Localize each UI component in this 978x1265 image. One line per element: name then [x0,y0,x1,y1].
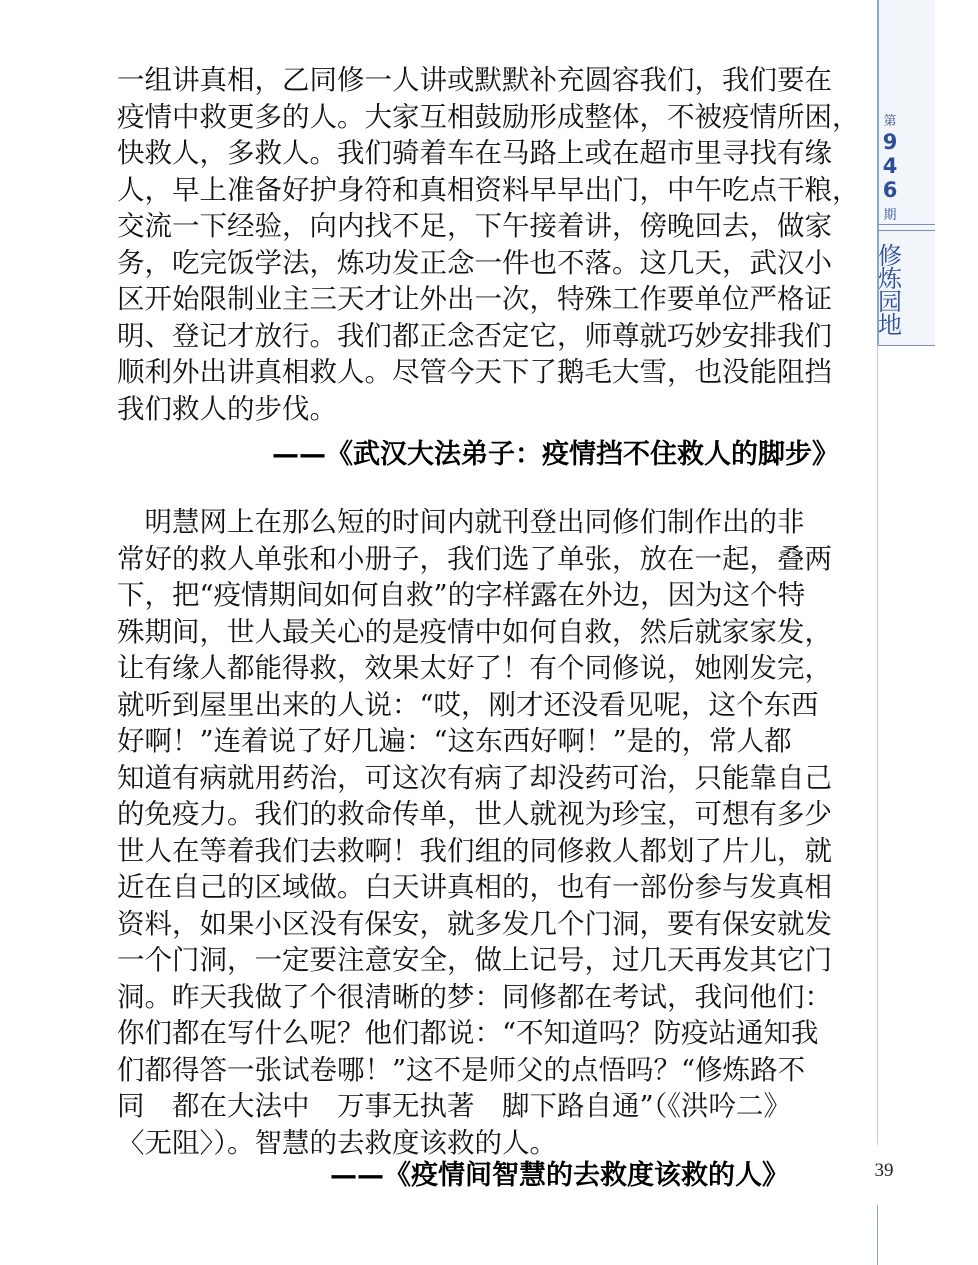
text-line: 快救人，多救人。我们骑着车在马路上或在超市里寻找有缘 [117,137,832,169]
text-line: 人，早上准备好护身符和真相资料早早出门，中午吃点干粮， [117,173,860,206]
column-title-char: 修 [878,242,902,270]
column-title-char: 园 [878,288,902,316]
text-line: 疫情中救更多的人。大家互相鼓励形成整体，不被疫情所困， [117,100,860,133]
column-divider [878,345,935,346]
text-line: 近在自己的区域做。白天讲真相的，也有一部份参与发真相 [117,871,832,903]
text-line: 好啊！”连着说了好几遍：“这东西好啊！”是的，常人都 [117,725,792,757]
issue-prefix: 第 [883,114,897,129]
text-line: 资料，如果小区没有保安，就多发几个门洞，要有保安就发 [117,907,832,940]
text-line: 你们都在写什么呢？他们都说：“不知道吗？防疫站通知我 [117,1017,819,1049]
excerpt-1-signature: ——《武汉大法弟子：疫情挡不住救人的脚步》 [272,439,839,470]
excerpt-2-signature: ——《疫情间智慧的去救度该救的人》 [330,1160,789,1191]
text-line: 下，把“疫情期间如何自救”的字样露在外边，因为这个特 [117,579,806,611]
text-line: 洞。昨天我做了个很清晰的梦：同修都在考试，我问他们： [117,980,832,1013]
text-line: 就听到屋里出来的人说：“哎，刚才还没看见呢，这个东西 [117,688,819,721]
text-line: 一个门洞，一定要注意安全，做上记号，过几天再发其它门 [117,944,832,976]
issue-digit: 4 [882,154,898,178]
text-line: 交流一下经验，向内找不足，下午接着讲，傍晚回去，做家 [117,210,832,242]
margin-rule-bottom [877,1205,878,1265]
issue-digit: 6 [882,178,898,202]
text-line: 们都得答一张试卷哪！”这不是师父的点悟吗？“修炼路不 [117,1053,806,1086]
text-line: 我们救人的步伐。 [117,392,337,425]
text-line: 世人在等着我们去救啊！我们组的同修救人都划了片儿，就 [117,834,832,867]
text-line: 知道有病就用药治，可这次有病了却没药可治，只能靠自己 [117,761,832,794]
column-title-char: 地 [878,311,902,339]
issue-digit: 9 [882,130,898,154]
article-body [117,62,862,427]
article-body-2 [117,504,862,1161]
text-line: 同 都在大法中 万事无执著 脚下路自通”（《洪吟二》 [117,1090,792,1122]
column-title-char: 炼 [878,265,902,293]
page-number: 39 [874,1160,894,1181]
text-line: 〈无阻〉）。智慧的去救度该救的人。 [117,1126,557,1159]
excerpt-2 [117,504,862,1161]
text-line: 常好的救人单张和小册子，我们选了单张，放在一起，叠两 [117,542,832,575]
issue-divider-1 [878,224,935,225]
margin-rule-middle [877,345,878,1145]
excerpt-1 [117,62,862,427]
text-line: 顺利外出讲真相救人。尽管今天下了鹅毛大雪，也没能阻挡 [117,356,832,388]
text-line: 的免疫力。我们的救命传单，世人就视为珍宝，可想有多少 [117,798,832,830]
issue-suffix: 期 [883,208,897,223]
text-line: 让有缘人都能得救，效果太好了！有个同修说，她刚发完， [117,652,832,684]
text-line: 明慧网上在那么短的时间内就刊登出同修们制作出的非 [117,506,805,538]
text-line: 明、登记才放行。我们都正念否定它，师尊就巧妙安排我们 [117,319,832,352]
text-line: 务，吃完饭学法，炼功发正念一件也不落。这几天，武汉小 [117,246,832,279]
issue-divider-2 [878,230,935,231]
text-line: 区开始限制业主三天才让外出一次，特殊工作要单位严格证 [117,283,832,315]
text-line: 一组讲真相，乙同修一人讲或默默补充圆容我们，我们要在 [117,64,832,96]
text-line: 殊期间，世人最关心的是疫情中如何自救，然后就家家发， [117,615,832,648]
